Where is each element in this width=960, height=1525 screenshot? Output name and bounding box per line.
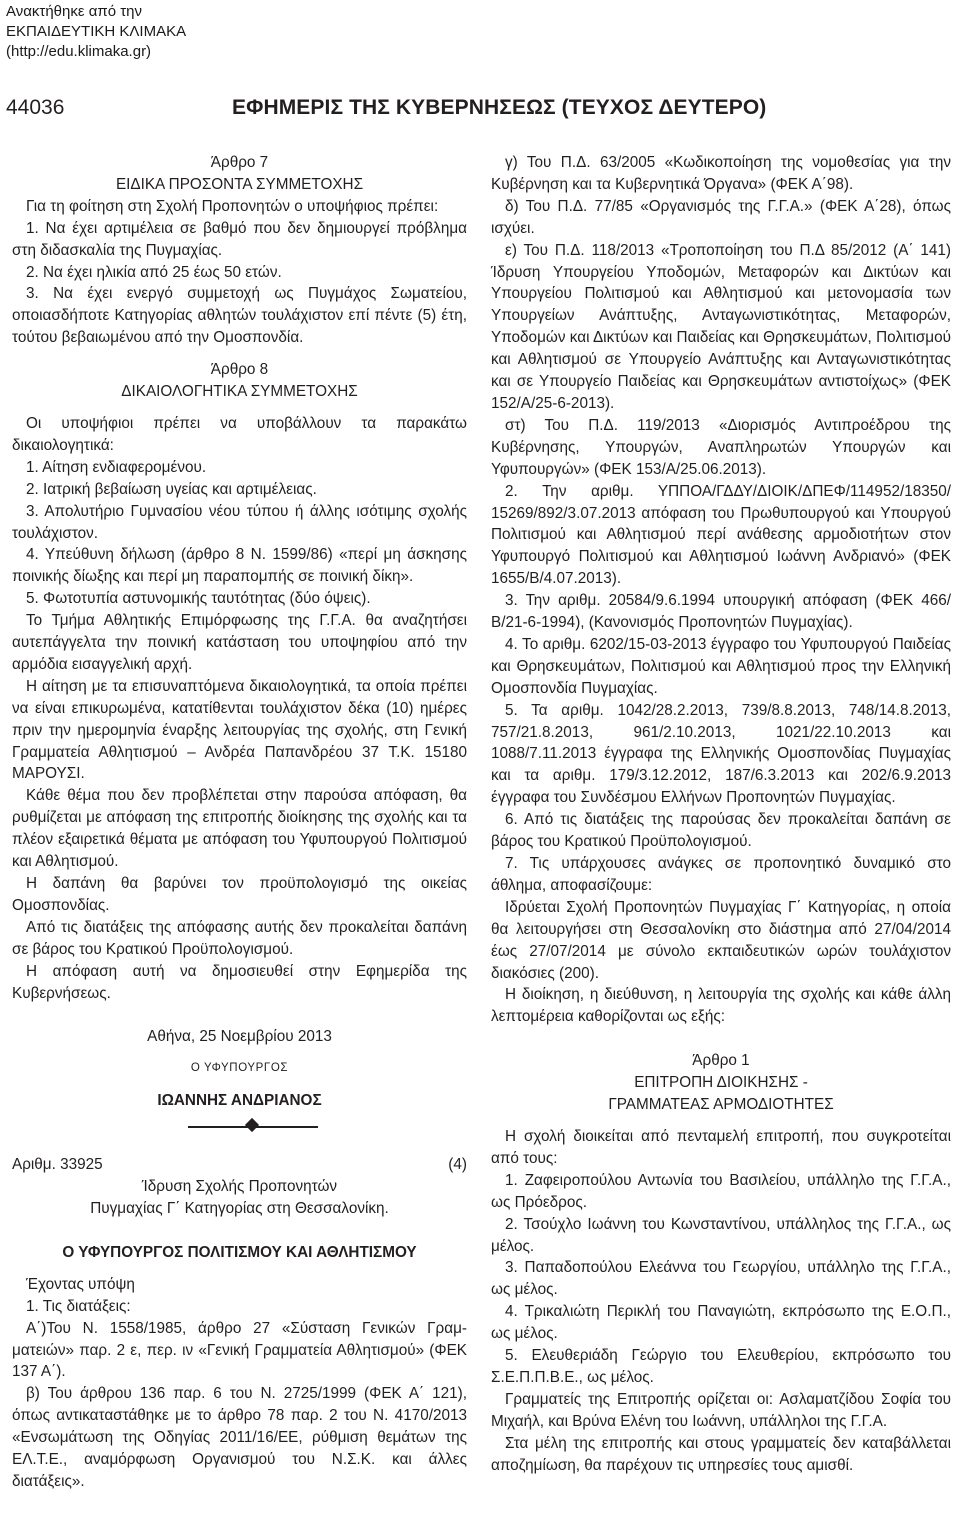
paragraph: Η δαπάνη θα βαρύνει τον προϋπολογισμό της οικείας Ομοσπονδίας. xyxy=(12,875,467,914)
list-item: 6. Από τις διατάξεις της παρούσας δεν προκαλείται δαπάνη σε βάρος του Κρατικού Προϋπολογισμού. xyxy=(491,811,951,851)
paragraph: Οι υποψήφιοι πρέπει να υποβάλλουν τα παρακάτω δικαιολογητικά: xyxy=(12,414,467,454)
article-7-heading: ΕΙΔΙΚΑ ΠΡΟΣΟΝΤΑ ΣΥΜΜΕΤΟΧΗΣ xyxy=(115,175,364,193)
list-item: 4. Τρικαλιώτη Περικλή του Παναγιώτη, εκπρόσωπο της Ε.Ο.Π., ως μέλος. xyxy=(491,1303,951,1343)
article-8-title: Άρθρο 8 xyxy=(210,361,269,379)
list-item: 1. Να έχει αρτιμέλεια σε βαθμό που δεν δημιουργεί πρόβλημα στη διδασκαλία της Πυγμαχίας. xyxy=(12,219,467,259)
decision-number: Αριθμ. 33925 xyxy=(12,1156,103,1174)
list-item: 3. Παπαδοπούλου Ελεάννα του Γεωργίου, υπάλληλο της Γ.Γ.Α., ως μέλος. xyxy=(491,1259,951,1299)
list-item: β) Του άρθρου 136 παρ. 6 του Ν. 2725/1999 (ΦΕΚ Α΄ 121), όπως αντικαταστάθηκε με το άρθρο 78 παρ. 2 του Ν. 4170/2013 «Ενσωμάτωση της Οδηγίας 2011/16/ΕΕ, ρύθμιση θεμάτων της ΕΛ.Τ.Ε., αναμόρφωση Οργανισμού του Ν.Σ.Κ. και άλλες διατάξεις». xyxy=(12,1385,467,1490)
list-item: 3. Απολυτήριο Γυμνασίου νέου τύπου ή άλλης ισότιμης σχολής τουλάχιστον. xyxy=(12,502,467,542)
list-item: γ) Του Π.Δ. 63/2005 «Κωδικοποίηση της νομοθεσίας για την Κυβέρνηση και τα Κυβερνητικά Όργανα» (ΦΕΚ Α΄98). xyxy=(491,154,951,193)
page-header xyxy=(0,96,960,126)
gazette-title: ΕΦΗΜΕΡΙΣ ΤΗΣ ΚΥΒΕΡΝΗΣΕΩΣ (ΤΕΥΧΟΣ ΔΕΥΤΕΡΟ) xyxy=(232,96,767,119)
paragraph: Η αίτηση με τα επισυναπτόμενα δικαιολογητικά, τα οποία πρέπει να είναι επικυρωμένα, κατατίθενται τουλάχιστον δέκα (10) ημέρες πριν την ημερομηνία έναρξης λειτουργίας της σχολής, στη Γενική Γραμματεία Αθλητισμού – Ανδρέα Παπανδρέου 37 Τ.Κ. 15180 ΜΑΡΟΥΣΙ. xyxy=(12,677,467,783)
list-item: Α΄)Του Ν. 1558/1985, άρθρο 27 «Σύσταση Γενικών Γραμματειών» παρ. 2 ε, περ. ιν «Γενική Γραμματεία Αθλητισμού» (ΦΕΚ 137 Α΄). xyxy=(12,1319,467,1381)
list-item: 2. Τσούχλο Ιωάννη του Κωνσταντίνου, υπάλληλος της Γ.Γ.Α., ως μέλος. xyxy=(491,1215,951,1255)
paragraph: Κάθε θέμα που δεν προβλέπεται στην παρούσα απόφαση, θα ρυθμίζεται με απόφαση της επιτροπής διοίκησης της σχολής και τα πλέον εξαιρετικά θέματα με απόφαση του Υφυπουργού Πολιτισμού και Αθλητισμού. xyxy=(12,787,467,871)
minister-role: Ο ΥΦΥΠΟΥΡΓΟΣ xyxy=(190,1062,289,1075)
list-item: στ) Του Π.Δ. 119/2013 «Διορισμός Αντιπροέδρου της Κυβέρνησης, Υπουργών, Αναπληρωτών Υπουργών και Υφυπουργών» (ΦΕΚ 153/Α/25.06.2013). xyxy=(491,416,951,478)
issuer-heading: Ο ΥΦΥΠΟΥΡΓΟΣ ΠΟΛΙΤΙΣΜΟΥ ΚΑΙ ΑΘΛΗΤΙΣΜΟΥ xyxy=(62,1243,417,1261)
paragraph: Γραμματείς της Επιτροπής ορίζεται οι: Ασλαματζίδου Σοφία του Μιχαήλ, και Βρύνα Ελένη του Ιωάννη, υπάλληλοι της Γ.Γ.Α. xyxy=(491,1390,951,1430)
paragraph: Η διοίκηση, η διεύθυνση, η λειτουργία της σχολής και κάθε άλλη λεπτομέρεια καθορίζονται ως εξής: xyxy=(491,986,951,1026)
decision-subject-line-2: Πυγμαχίας Γ΄ Κατηγορίας στη Θεσσαλονίκη. xyxy=(90,1199,389,1217)
list-item: 7. Τις υπάρχουσες ανάγκες σε προπονητικό δυναμικό στο άθλημα, αποφασίζουμε: xyxy=(491,855,951,894)
list-item: 4. Το αριθμ. 6202/15-03-2013 έγγραφο του Υφυπουργού Παιδείας και Θρησκευμάτων, Πολιτισμού και Αθλητισμού προς την Ελληνική Ομοσπονδία Πυγμαχίας. xyxy=(491,635,951,697)
decision-number-row xyxy=(12,1154,467,1176)
list-item: 4. Υπεύθυνη δήλωση (άρθρο 8 Ν. 1599/86) «περί μη άσκησης ποινικής δίωξης και περί μη παραπομπής σε ποινική δίκη». xyxy=(12,546,467,586)
decision-subject-line-1: Ίδρυση Σχολής Προπονητών xyxy=(141,1178,338,1196)
date-line: Αθήνα, 25 Νοεμβρίου 2013 xyxy=(147,1028,332,1046)
list-item: 3. Την αριθμ. 20584/9.6.1994 υπουργική απόφαση (ΦΕΚ 466/Β/21-6-1994), (Κανονισμός Προπονητών Πυγμαχίας). xyxy=(491,592,951,632)
article-8-heading: ΔΙΚΑΙΟΛΟΓΗΤΙΚΑ ΣΥΜΜΕΤΟΧΗΣ xyxy=(121,383,358,401)
list-item: 2. Την αριθμ. ΥΠΠΟΑ/ΓΔΔΥ/ΔΙΟΙΚ/ΔΠΕΦ/114952/18350/ 15269/892/3.07.2013 απόφαση του Πρωθυπουργού και Υπουργού Πολιτισμού και Αθλητισμού περί ανάθεσης αρμοδιοτήτων στον Υφυπουργό Πολιτισμού και Αθλητισμού Ιωάννη Ανδριανό» (ΦΕΚ 1655/Β/4.07.2013). xyxy=(491,482,951,588)
source-link[interactable]: (http://edu.klimaka.gr) xyxy=(6,43,152,60)
source-line-1: Ανακτήθηκε από την xyxy=(6,3,143,20)
list-item: 5. Τα αριθμ. 1042/28.2.2013, 739/8.8.2013, 748/14.8.2013, 757/21.8.2013, 961/2.10.2013, 1021/22.10.2013 και 1088/7.11.2013 έγγραφα της Ελληνικής Ομοσπονδίας Πυγμαχίας και τα αριθμ. 179/3.12.2012, 187/6.3.2013 και 202/6.9.2013 έγγραφα του Συνδέσμου Ελλήνων Προπονητών Πυγμαχίας. xyxy=(491,701,951,807)
decision-index: (4) xyxy=(448,1156,467,1174)
list-item: 1. Αίτηση ενδιαφερομένου. xyxy=(26,458,207,476)
left-column xyxy=(12,152,467,1493)
paragraph: Η απόφαση αυτή να δημοσιευθεί στην Εφημερίδα της Κυβερνήσεως. xyxy=(12,962,467,1002)
list-item: δ) Του Π.Δ. 77/85 «Οργανισμός της Γ.Γ.Α.» (ΦΕΚ Α΄28), όπως ισχύει. xyxy=(491,197,951,237)
list-item: ε) Του Π.Δ. 118/2013 «Τροποποίηση του Π.Δ 85/2012 (Α΄ 141) Ίδρυση Υπουργείου Υποδομών, Μεταφορών και Δικτύων και Υπουργείου Πολιτισμού και Αθλητισμού και μετονομασία των Υπουργείων Ανάπτυξης, Ανταγωνιστικότητας, Μεταφορών, Υποδομών και Δικτύων και Παιδείας και Θρησκευμάτων, Πολιτισμού και Αθλητισμού σε Υπουργείο Ανάπτυξης και Ανταγωνιστικότητας και σε Υπουργείο Παιδείας και Θρησκευμάτων αντιστοίχως» (ΦΕΚ 152/Α/25-6-2013). xyxy=(491,241,951,412)
paragraph: Ιδρύεται Σχολή Προπονητών Πυγμαχίας Γ΄ Κατηγορίας, η οποία θα λειτουργήσει στη Θεσσαλονίκη στο διάστημα από 27/04/2014 έως 27/07/2014 με σύνολο εκπαιδευτικών ωρών τουλάχιστον διακόσιες (200). xyxy=(491,898,951,982)
paragraph: Το Τμήμα Αθλητικής Επιμόρφωσης της Γ.Γ.Α. θα αναζητήσει αυτεπάγγελτα την ποινική κατάσταση του υποψηφίου από την αρμόδια εισαγγελική αρχή. xyxy=(12,612,467,673)
paragraph: Από τις διατάξεις της απόφασης αυτής δεν προκαλείται δαπάνη σε βάρος του Κρατικού Προϋπολογισμού. xyxy=(12,918,467,958)
list-item: 2. Να έχει ηλικία από 25 έως 50 ετών. xyxy=(26,263,282,281)
paragraph: Έχοντας υπόψη xyxy=(26,1275,135,1293)
list-item: 5. Ελευθεριάδη Γεώργιο του Ελευθερίου, εκπρόσωπο του Σ.Ε.Π.Π.Β.Ε., ως μέλος. xyxy=(491,1347,951,1386)
article-1-title: Άρθρο 1 xyxy=(692,1052,750,1070)
paragraph: Στα μέλη της επιτροπής και στους γραμματείς δεν καταβάλλεται αποζημίωση, θα παρέχουν τις υπηρεσίες τους αμισθί. xyxy=(491,1434,951,1474)
right-column xyxy=(491,152,951,1476)
list-item: 2. Ιατρική βεβαίωση υγείας και αρτιμέλειας. xyxy=(26,480,317,498)
page-number: 44036 xyxy=(6,96,65,119)
paragraph: Για τη φοίτηση στη Σχολή Προπονητών ο υποψήφιος πρέπει: xyxy=(26,197,439,215)
source-note xyxy=(6,2,186,62)
article-1-heading-line-2: ΓΡΑΜΜΑΤΕΑΣ ΑΡΜΟΔΙΟΤΗΤΕΣ xyxy=(608,1096,834,1114)
section-divider xyxy=(12,1116,467,1138)
paragraph: Η σχολή διοικείται από πενταμελή επιτροπή, που συγκροτείται από τους: xyxy=(491,1127,951,1167)
article-7-title: Άρθρο 7 xyxy=(210,154,269,171)
source-line-2: ΕΚΠΑΙΔΕΥΤΙΚΗ ΚΛΙΜΑΚΑ xyxy=(6,23,187,40)
article-1-heading-line-1: ΕΠΙΤΡΟΠΗ ΔΙΟΙΚΗΣΗΣ - xyxy=(634,1074,808,1092)
minister-name: ΙΩΑΝΝΗΣ ΑΝΔΡΙΑΝΟΣ xyxy=(157,1092,322,1110)
list-item: 5. Φωτοτυπία αστυνομικής ταυτότητας (δύο όψεις). xyxy=(26,590,371,608)
paragraph: 1. Τις διατάξεις: xyxy=(26,1297,131,1315)
list-item: 1. Ζαφειροπούλου Αντωνία του Βασιλείου, υπάλληλο της Γ.Γ.Α., ως Πρόεδρος. xyxy=(491,1171,951,1211)
list-item: 3. Να έχει ενεργό συμμετοχή ως Πυγμάχος Σωματείου, οποιασδήποτε Κατηγορίας αθλητών τουλάχιστον επί πέντε (5) έτη, τούτου βεβαιωμένου από την Ομοσπονδία. xyxy=(12,285,467,347)
